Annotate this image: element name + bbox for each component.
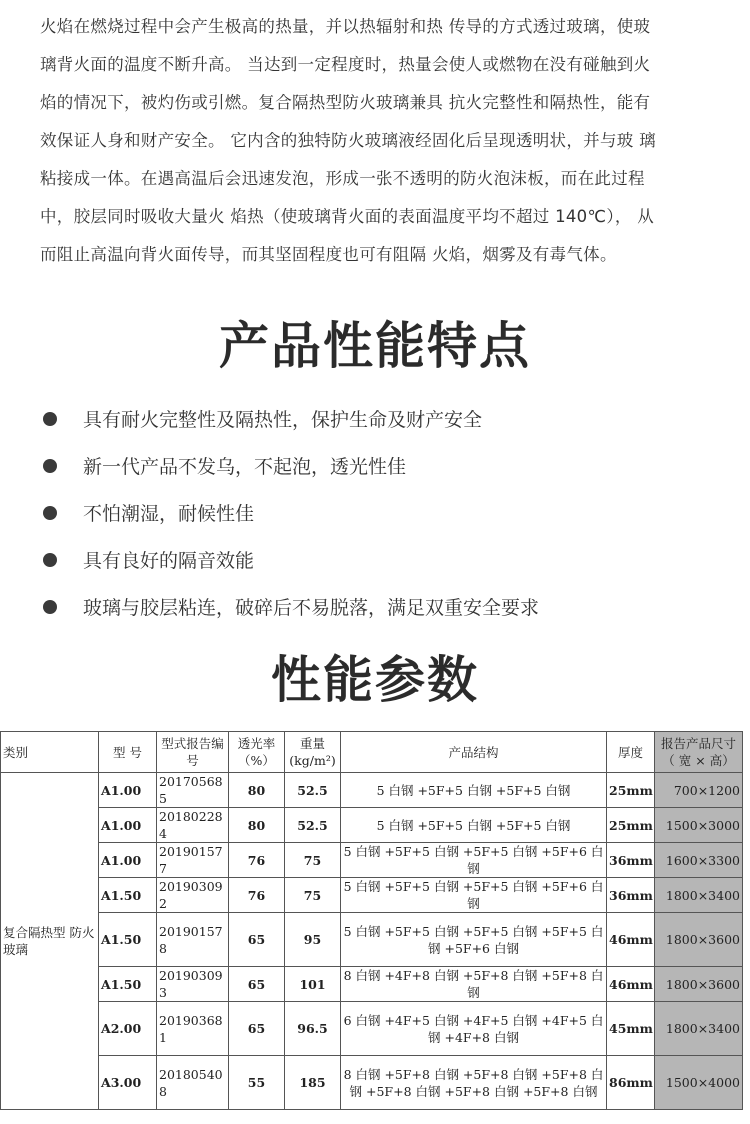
size-cell: 1800×3600 (655, 967, 743, 1002)
header-size-line1: 报告产品尺寸 (660, 736, 736, 751)
table-row (1, 913, 743, 967)
weight-cell: 52.5 (285, 808, 341, 843)
thickness-cell: 25mm (607, 773, 655, 808)
weight-cell: 96.5 (285, 1002, 341, 1056)
structure-cell: 6 白钢 +4F+5 白钢 +4F+5 白钢 +4F+5 白 钢 +4F+8 白钢 (341, 1002, 607, 1056)
table-row (1, 878, 743, 913)
header-report: 型式报告编号 (157, 732, 229, 773)
feature-text: 新一代产品不发乌，不起泡，透光性佳 (83, 456, 407, 478)
report-cell: 201903092 (157, 878, 229, 913)
intro-line: 粘接成一体。在遇高温后会迅速发泡，形成一张不透明的防火泡沫板，而在此过程 (40, 169, 645, 188)
structure-cell: 5 白钢 +5F+5 白钢 +5F+5 白钢 (341, 808, 607, 843)
feature-item (40, 489, 720, 536)
feature-item (40, 442, 720, 489)
intro-line: 而阻止高温向背火面传导，而其坚固程度也可有阻隔 火焰，烟雾及有毒气体。 (40, 245, 617, 264)
weight-cell: 95 (285, 913, 341, 967)
table-row (1, 808, 743, 843)
thickness-cell: 36mm (607, 843, 655, 878)
table-row (1, 1056, 743, 1110)
weight-cell: 52.5 (285, 773, 341, 808)
size-cell: 1800×3400 (655, 878, 743, 913)
structure-cell: 5 白钢 +5F+5 白钢 +5F+5 白钢 +5F+5 白 钢 +5F+6 白钢 (341, 913, 607, 967)
thickness-cell: 46mm (607, 913, 655, 967)
intro-line: 焰的情况下，被灼伤或引燃。复合隔热型防火玻璃兼具 抗火完整性和隔热性，能有 (40, 93, 651, 112)
bullet-icon (43, 600, 57, 614)
spec-table (0, 731, 743, 1110)
bullet-icon (43, 412, 57, 426)
thickness-cell: 36mm (607, 878, 655, 913)
thickness-cell: 86mm (607, 1056, 655, 1110)
report-cell: 201903681 (157, 1002, 229, 1056)
feature-text: 具有良好的隔音效能 (83, 550, 255, 572)
header-category: 类别 (1, 732, 99, 773)
report-cell: 201805408 (157, 1056, 229, 1110)
model-cell: A1.50 (99, 913, 157, 967)
report-cell: 201901577 (157, 843, 229, 878)
report-cell: 201705685 (157, 773, 229, 808)
intro-line: 火焰在燃烧过程中会产生极高的热量，并以热辐射和热 传导的方式透过玻璃，使玻 (40, 17, 651, 36)
model-cell: A3.00 (99, 1056, 157, 1110)
transmittance-cell: 80 (229, 808, 285, 843)
feature-text: 具有耐火完整性及隔热性，保护生命及财产安全 (83, 409, 483, 431)
feature-item (40, 395, 720, 442)
report-cell: 201802284 (157, 808, 229, 843)
feature-item (40, 583, 720, 630)
header-transmittance: 透光率（%） (229, 732, 285, 773)
intro-line: 效保证人身和财产安全。 它内含的独特防火玻璃液经固化后呈现透明状，并与玻 璃 (40, 131, 656, 150)
feature-text: 玻璃与胶层粘连，破碎后不易脱落，满足双重安全要求 (83, 597, 540, 619)
header-size (655, 732, 743, 773)
thickness-cell: 25mm (607, 808, 655, 843)
transmittance-cell: 80 (229, 773, 285, 808)
structure-cell: 8 白钢 +5F+8 白钢 +5F+8 白钢 +5F+8 白钢 +5F+8 白钢 +5F+8 白钢 +5F+8 白钢 (341, 1056, 607, 1110)
thickness-cell: 46mm (607, 967, 655, 1002)
weight-cell: 101 (285, 967, 341, 1002)
structure-cell: 5 白钢 +5F+5 白钢 +5F+5 白钢 +5F+6 白钢 (341, 843, 607, 878)
weight-cell: 75 (285, 843, 341, 878)
table-row (1, 773, 743, 808)
transmittance-cell: 55 (229, 1056, 285, 1110)
bullet-icon (43, 506, 57, 520)
transmittance-cell: 65 (229, 967, 285, 1002)
header-structure: 产品结构 (341, 732, 607, 773)
model-cell: A1.00 (99, 808, 157, 843)
transmittance-cell: 65 (229, 1002, 285, 1056)
size-cell: 1500×3000 (655, 808, 743, 843)
size-cell: 1500×4000 (655, 1056, 743, 1110)
weight-cell: 185 (285, 1056, 341, 1110)
size-cell: 1800×3600 (655, 913, 743, 967)
feature-list (40, 395, 720, 630)
header-size-line2: （ 宽 × 高） (662, 753, 735, 768)
report-cell: 201903093 (157, 967, 229, 1002)
features-heading: 产品性能特点 (219, 317, 531, 375)
model-cell: A1.50 (99, 878, 157, 913)
report-cell: 201901578 (157, 913, 229, 967)
model-cell: A1.00 (99, 843, 157, 878)
transmittance-cell: 76 (229, 878, 285, 913)
bullet-icon (43, 553, 57, 567)
model-cell: A1.50 (99, 967, 157, 1002)
table-row (1, 1002, 743, 1056)
header-weight: 重量(kg/m²) (285, 732, 341, 773)
structure-cell: 8 白钢 +4F+8 白钢 +5F+8 白钢 +5F+8 白钢 (341, 967, 607, 1002)
intro-line: 中，胶层同时吸收大量火 焰热（使玻璃背火面的表面温度平均不超过 140℃）， 从 (40, 207, 655, 226)
header-thickness: 厚度 (607, 732, 655, 773)
params-heading: 性能参数 (271, 651, 479, 709)
intro-line: 璃背火面的温度不断升高。 当达到一定程度时，热量会使人或燃物在没有碰触到火 (40, 55, 651, 74)
model-cell: A1.00 (99, 773, 157, 808)
thickness-cell: 45mm (607, 1002, 655, 1056)
table-header-row (1, 732, 743, 773)
size-cell: 700×1200 (655, 773, 743, 808)
header-model: 型 号 (99, 732, 157, 773)
model-cell: A2.00 (99, 1002, 157, 1056)
bullet-icon (43, 459, 57, 473)
transmittance-cell: 76 (229, 843, 285, 878)
intro-text (40, 8, 730, 274)
size-cell: 1600×3300 (655, 843, 743, 878)
feature-item (40, 536, 720, 583)
structure-cell: 5 白钢 +5F+5 白钢 +5F+5 白钢 (341, 773, 607, 808)
structure-cell: 5 白钢 +5F+5 白钢 +5F+5 白钢 +5F+6 白钢 (341, 878, 607, 913)
table-body (1, 773, 743, 1110)
weight-cell: 75 (285, 878, 341, 913)
size-cell: 1800×3400 (655, 1002, 743, 1056)
category-cell: 复合隔热型 防火玻璃 (1, 773, 99, 1110)
table-row (1, 967, 743, 1002)
feature-text: 不怕潮湿，耐候性佳 (83, 503, 255, 525)
transmittance-cell: 65 (229, 913, 285, 967)
table-row (1, 843, 743, 878)
